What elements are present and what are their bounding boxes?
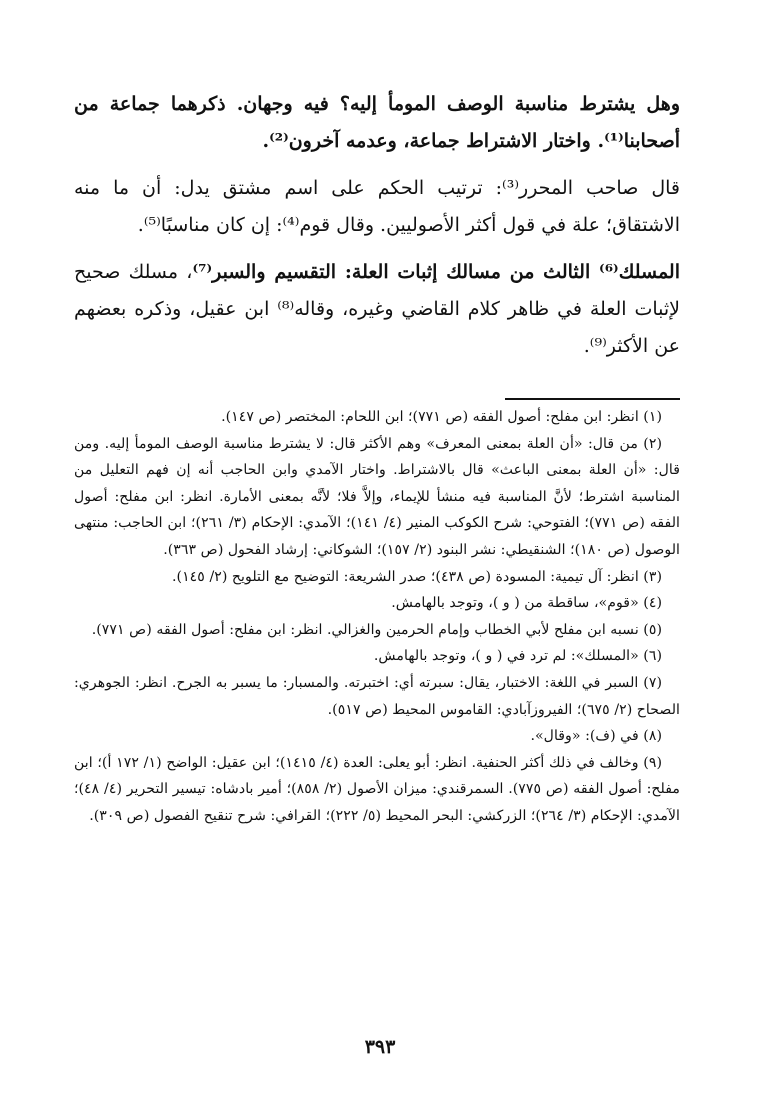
- footnote-3: (٣) انظر: آل تيمية: المسودة (ص ٤٣٨)؛ صدر الشريعة: التوضيح مع التلويح (٢/ ١٤٥).: [172, 568, 662, 585]
- paragraph-1-text: وهل يشترط مناسبة الوصف المومأ إليه؟ فيه وجهان. ذكرهما جماعة من أصحابنا⁽¹⁾. واختار الاشتراط جماعة، وعدمه آخرون⁽²⁾.: [74, 93, 680, 152]
- paragraph-2: [74, 170, 680, 244]
- paragraph-1: [74, 86, 680, 160]
- page-number: ٣٩٣: [364, 1036, 396, 1058]
- footnote-5: (٥) نسبه ابن مفلح لأبي الخطاب وإمام الحرمين والغزالي. انظر: ابن مفلح: أصول الفقه (ص ٧٧١).: [91, 621, 662, 638]
- footnote-1: (١) انظر: ابن مفلح: أصول الفقه (ص ٧٧١)؛ ابن اللحام: المختصر (ص ١٤٧).: [221, 409, 662, 425]
- footnote-6: (٦) «المسلك»: لم ترد في ( و )، وتوجد بالهامش.: [373, 648, 662, 665]
- paragraph-2-text: قال صاحب المحرر⁽³⁾: ترتيب الحكم على اسم مشتق يدل: أن ما منه الاشتقاق؛ علة في قول أكثر الأصوليين. وقال قوم⁽⁴⁾: إن كان مناسبًا⁽⁵⁾.: [74, 177, 680, 236]
- footnote-separator: [505, 398, 680, 400]
- paragraph-3-text: ، مسلك صحيح لإثبات العلة في ظاهر كلام القاضي وغيره، وقاله⁽⁸⁾ ابن عقيل، وذكره بعضهم عن الأكثر⁽⁹⁾.: [74, 261, 680, 357]
- footnote-9: (٩) وخالف في ذلك أكثر الحنفية. انظر: أبو يعلى: العدة (٤/ ١٤١٥)؛ ابن عقيل: الواضح (١/ ١٧٢ أ)؛ ابن مفلح: أصول الفقه (ص ٧٧٥). السمرقندي: ميزان الأصول (٢/ ٨٥٨)؛ أمير بادشاه: تيسير التحرير (٤/ ٤٨)؛ الآمدي: الإحكام (٣/ ٢٦٤)؛ الزركشي: البحر المحيط (٥/ ٢٢٢)؛ القرافي: شرح تنقيح الفصول (ص ٣٠٩).: [74, 754, 680, 824]
- paragraph-3-heading: المسلك⁽⁶⁾ الثالث من مسالك إثبات العلة: التقسيم والسبر⁽⁷⁾: [192, 261, 680, 283]
- footnote-4: (٤) «قوم»، ساقطة من ( و )، وتوجد بالهامش.: [391, 595, 662, 612]
- footnote-8: (٨) في (ف): «وقال».: [530, 728, 662, 745]
- footnote-7: (٧) السبر في اللغة: الاختبار، يقال: سبرته أي: اختبرته. والمسبار: ما يسبر به الجرح. انظر: الجوهري: الصحاح (٢/ ٦٧٥)؛ الفيروزآبادي: القاموس المحيط (ص ٥١٧).: [74, 674, 680, 718]
- paragraph-3: [74, 254, 680, 365]
- main-text: [74, 86, 680, 375]
- footnote-2: (٢) من قال: «أن العلة بمعنى المعرف» وهم الأكثر قال: لا يشترط مناسبة الوصف المومأ إليه. ومن قال: «أن العلة بمعنى الباعث» قال بالاشتراط. واختار الآمدي وابن الحاجب أنه إن فهم التعليل من المناسبة اشترط؛ لأنَّ المناسبة فيه منشأ للإيماء، وإلاَّ فلا؛ لأنَّه بمعنى الأمارة. انظر: ابن مفلح: أصول الفقه (ص ٧٧١)؛ الفتوحي: شرح الكوكب المنير (٤/ ١٤١)؛ الآمدي: الإحكام (٣/ ٢٦١)؛ ابن الحاجب: منتهى الوصول (ص ١٨٠)؛ الشنقيطي: نشر البنود (٢/ ١٥٧)؛ الشوكاني: إرشاد الفحول (ص ٣٦٣).: [74, 435, 681, 558]
- footnotes: [74, 404, 680, 830]
